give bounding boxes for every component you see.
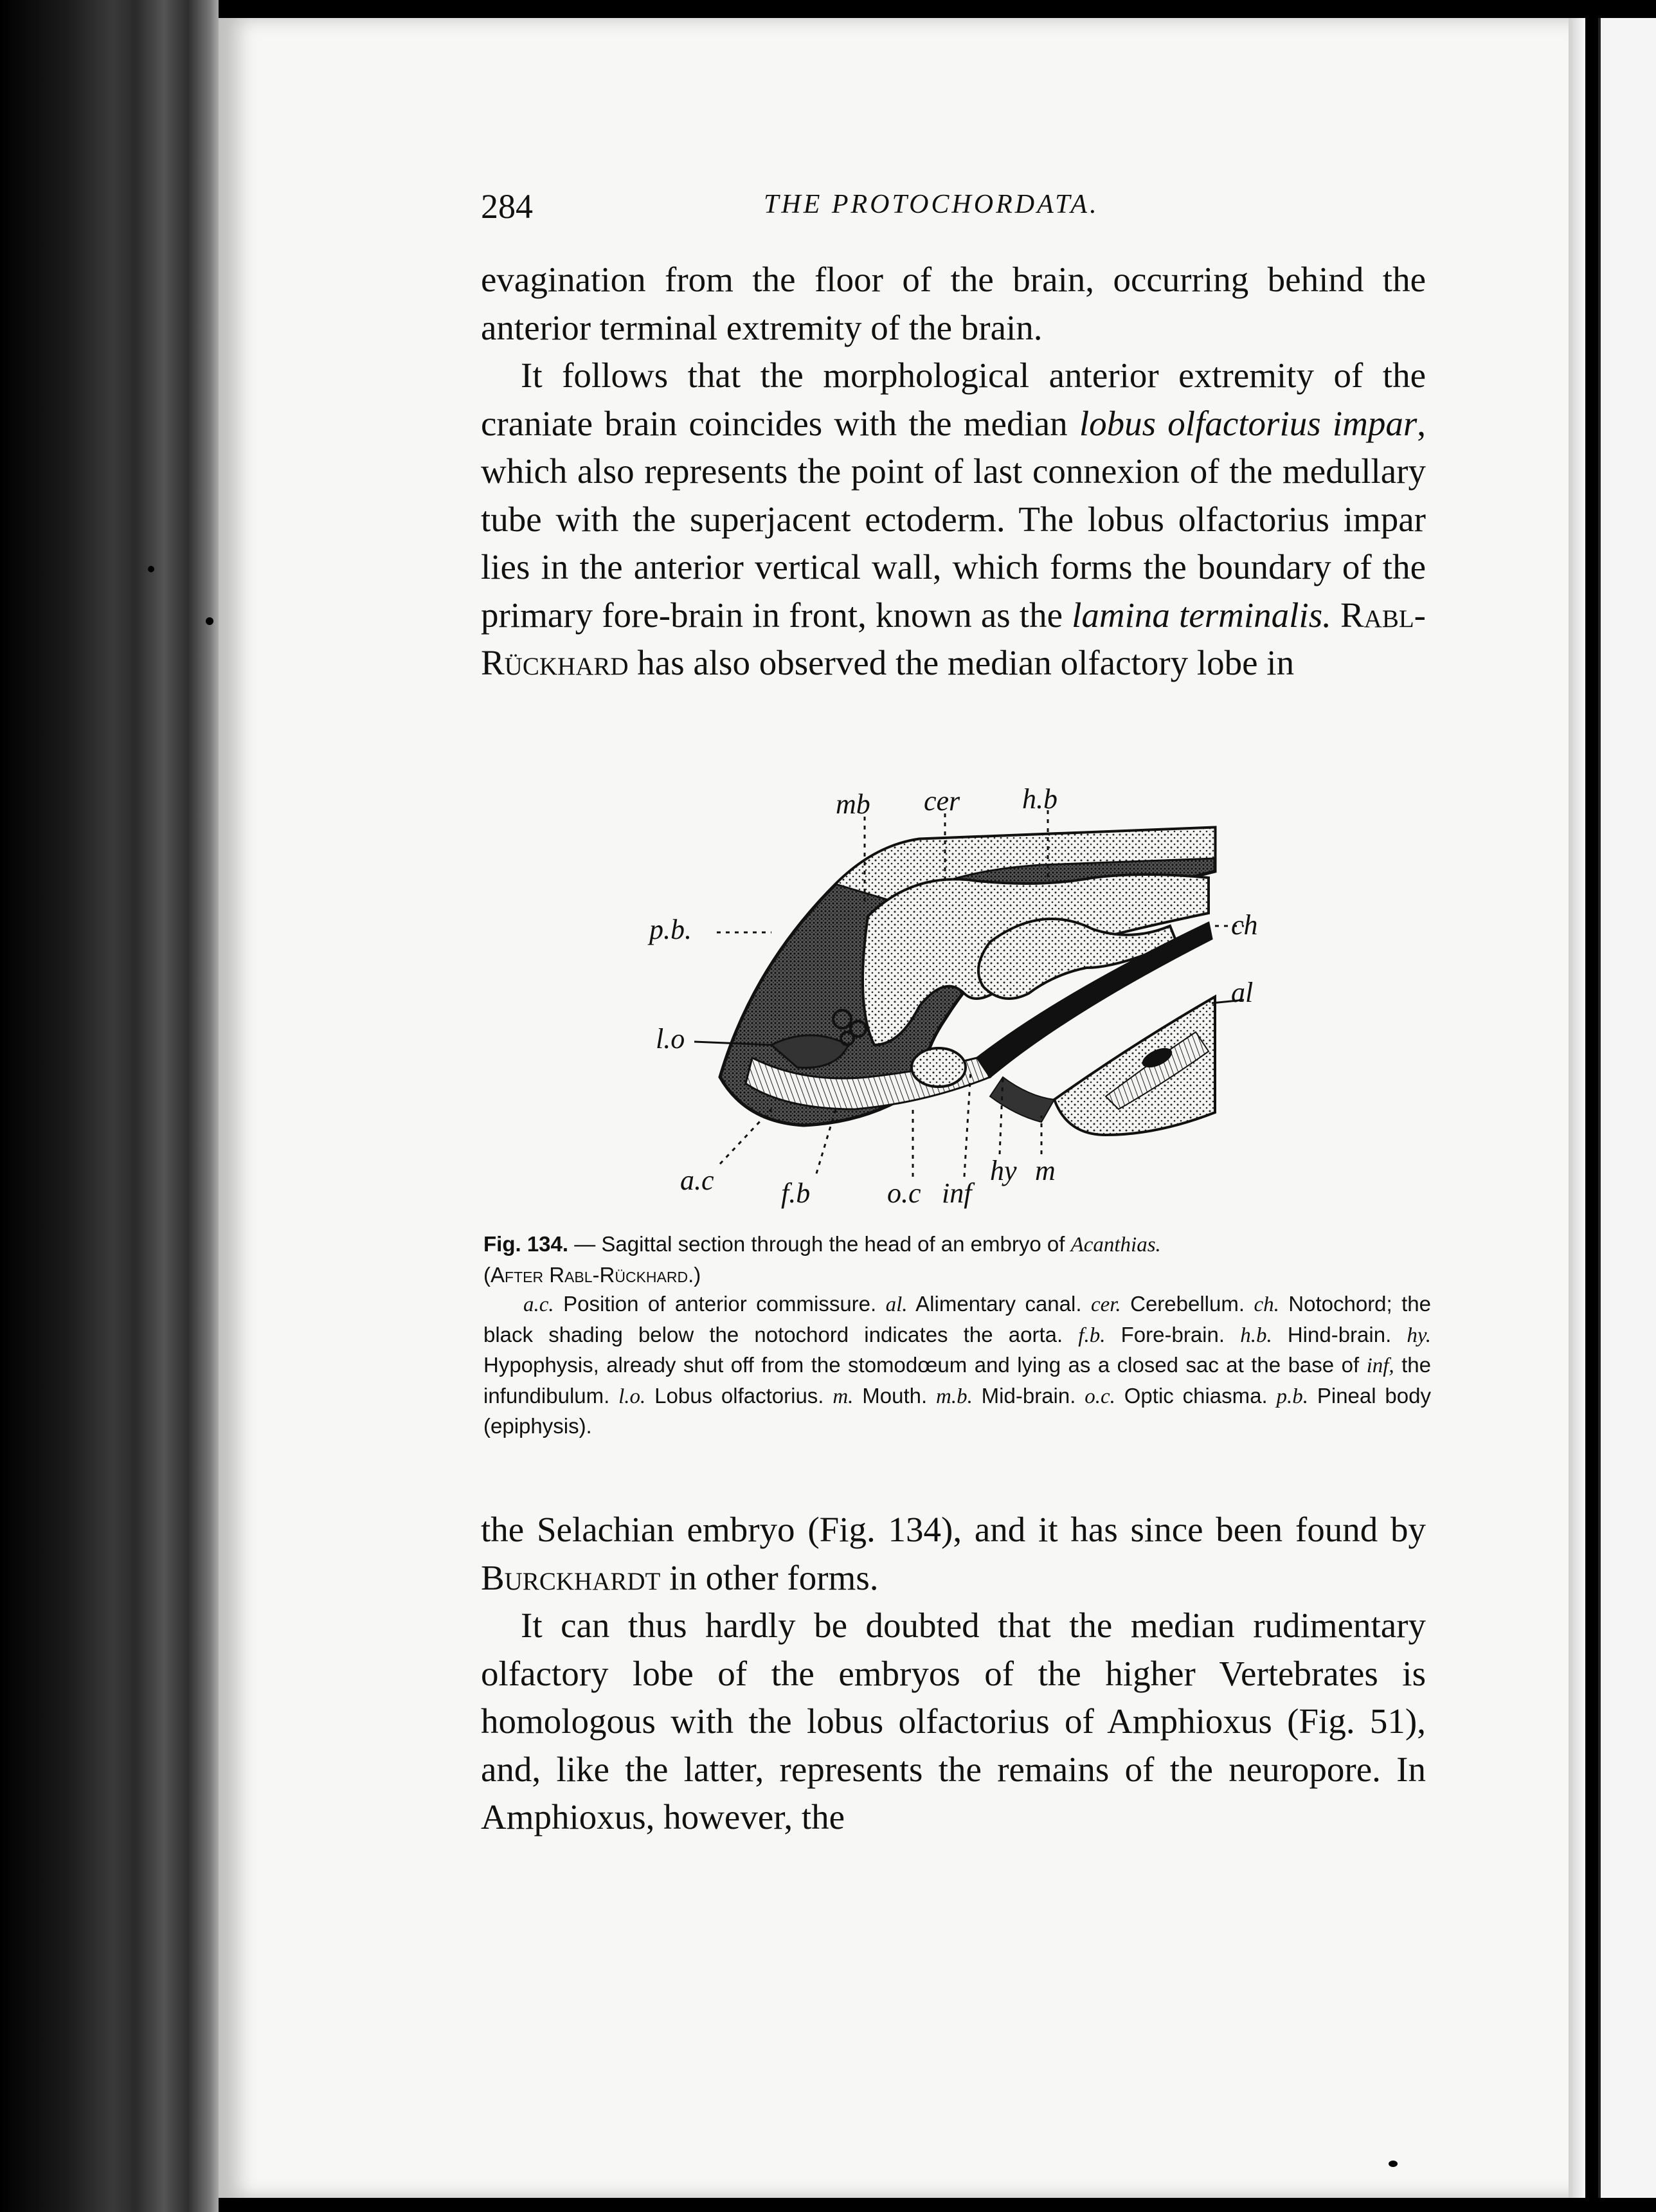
term-lamina-terminalis: lamina terminalis.: [1072, 595, 1331, 635]
legend-abbr: p.b.: [1276, 1384, 1309, 1408]
label-hy: hy: [990, 1155, 1017, 1186]
label-mb: mb: [836, 788, 870, 820]
label-oc: o.c: [887, 1177, 921, 1209]
caption-dash: —: [568, 1232, 602, 1256]
running-title: THE PROTOCHORDATA.: [764, 190, 1099, 219]
legend-text: Notochord; the black shading below the notochord indicates the aorta.: [483, 1292, 1432, 1346]
page-header: [481, 186, 1426, 231]
figure-134: [643, 775, 1279, 1225]
label-ch: ch: [1231, 909, 1258, 941]
legend-text: Cerebellum.: [1120, 1292, 1254, 1316]
label-pb: p.b.: [649, 914, 692, 945]
caption-fig-label: Fig. 134.: [483, 1232, 569, 1256]
paragraph-3-text-a: the Selachian embryo (Fig. 134), and it has since been found by: [481, 1510, 1426, 1549]
legend-text: Fore-brain.: [1105, 1322, 1241, 1346]
embryo-section-illustration: [643, 775, 1279, 1225]
label-ac: a.c: [680, 1165, 714, 1196]
label-inf: inf: [942, 1177, 972, 1209]
legend-abbr: m.b.: [936, 1384, 973, 1408]
figure-caption: [483, 1229, 1431, 1441]
legend-abbr: al.: [885, 1293, 908, 1316]
page-number: 284: [481, 187, 533, 226]
legend-abbr: hy.: [1407, 1323, 1431, 1347]
page-edge: [1569, 18, 1585, 2198]
legend-abbr: o.c.: [1084, 1384, 1115, 1408]
paragraph-2-text-b: , which also represents the point of last connexion of the medullary tube with the superjacent ectoderm. The lobus olfactorius impar lies in the anterior vertical wall, which forms the boundary of the primary fore-brain in front, known as the: [481, 403, 1426, 635]
legend-text: Mouth.: [853, 1383, 936, 1408]
book-spine: [0, 0, 219, 2212]
legend-text: the infundibulum.: [483, 1353, 1431, 1408]
legend-text: Pineal body (epiphysis).: [483, 1383, 1431, 1438]
paragraph-1: evagination from the floor of the brain, occurring behind the anterior terminal extremity of the brain.: [481, 260, 1426, 347]
label-al: al: [1231, 977, 1254, 1008]
paragraph-2: [481, 352, 1426, 687]
paragraph-3: [481, 1506, 1426, 1602]
legend-abbr: ch.: [1254, 1293, 1279, 1316]
label-fb: f.b: [781, 1177, 811, 1209]
paragraph-2-text-c: has also observed the median olfactory lobe in: [628, 643, 1295, 682]
paragraph-3-text-b: in other forms.: [660, 1557, 879, 1597]
term-lobus-olfactorius-impar: lobus olfactorius impar: [1079, 403, 1418, 443]
caption-after: (After Rabl-Rückhard.): [483, 1262, 701, 1287]
legend-text: Lobus olfactorius.: [645, 1383, 833, 1408]
author-burckhardt: Burckhardt: [481, 1557, 661, 1597]
body-text-bottom: [481, 1506, 1426, 1842]
label-hb: h.b: [1022, 783, 1058, 815]
next-page-strip: [1598, 18, 1656, 2198]
legend-text: Hind-brain.: [1272, 1322, 1407, 1346]
legend-abbr: a.c.: [523, 1293, 554, 1316]
legend-text: Hypophysis, already shut off from the stomodœum and lying as a closed sac at the base of: [483, 1353, 1367, 1377]
legend-text: Alimentary canal.: [907, 1292, 1091, 1316]
caption-title: [483, 1229, 1431, 1289]
label-cer: cer: [924, 785, 960, 817]
scan-speck: [1389, 2161, 1398, 2167]
legend-abbr: cer.: [1090, 1293, 1121, 1316]
caption-species: Acanthias.: [1070, 1233, 1161, 1256]
paragraph-2-text-a: It follows that the morphological anterior extremity of the craniate brain coincides with the median: [481, 356, 1426, 443]
legend-abbr: h.b.: [1240, 1323, 1272, 1347]
scan-speck: [148, 566, 154, 572]
caption-title-text: Sagittal section through the head of an embryo of: [601, 1232, 1071, 1256]
paragraph-4: It can thus hardly be doubted that the median rudimentary olfactory lobe of the embryos of the higher Vertebrates is homologous with the lobus olfactorius of Amphioxus (Fig. 51), and, like the latter, represents the remains of the neuropore. In Amphioxus, however, the: [481, 1606, 1426, 1836]
legend-text: Optic chiasma.: [1115, 1383, 1277, 1408]
scan-speck: [206, 617, 213, 625]
legend-text: Mid-brain.: [972, 1383, 1085, 1408]
legend-abbr: f.b.: [1078, 1323, 1106, 1347]
label-m: m: [1035, 1155, 1056, 1186]
author-rabl-ruckhard: Rabl-Rückhard: [481, 595, 1426, 682]
legend-text: Position of anterior commissure.: [554, 1292, 886, 1316]
caption-legend: [483, 1289, 1431, 1441]
label-lo: l.o: [656, 1023, 685, 1055]
legend-abbr: inf,: [1366, 1354, 1394, 1377]
legend-abbr: l.o.: [618, 1384, 646, 1408]
legend-abbr: m.: [833, 1384, 854, 1408]
body-text-top: [481, 256, 1426, 687]
